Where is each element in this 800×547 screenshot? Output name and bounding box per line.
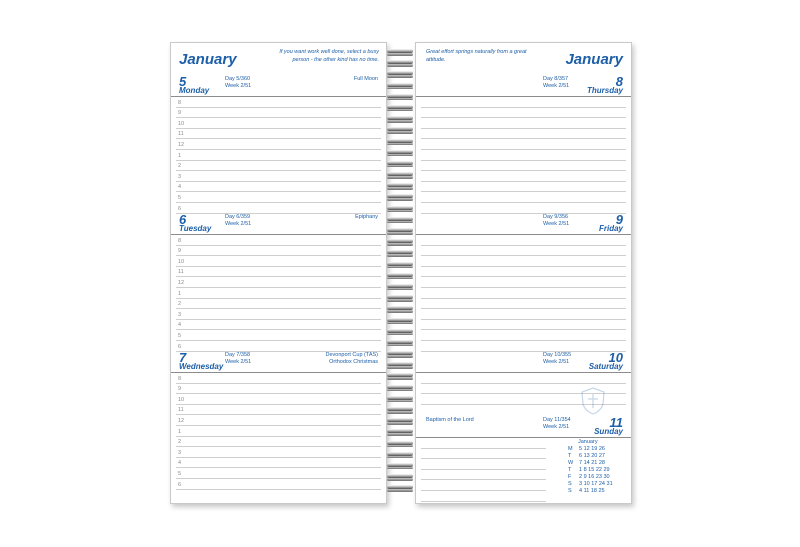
mini-calendar	[568, 439, 613, 495]
writing-line[interactable]	[421, 320, 626, 331]
writing-line[interactable]	[421, 309, 626, 320]
writing-line[interactable]	[421, 299, 626, 310]
day-count: Day 7/358	[225, 352, 251, 358]
date-numbers: 3 10 17 24 31	[579, 481, 613, 487]
hour-slot[interactable]	[176, 373, 381, 384]
spiral-coil	[387, 103, 413, 114]
day-event	[355, 214, 378, 221]
hour-slot[interactable]	[176, 267, 381, 278]
hour-label: 12	[178, 141, 185, 148]
writing-line[interactable]	[421, 235, 626, 246]
writing-line[interactable]	[421, 161, 626, 172]
spiral-binding	[387, 47, 413, 495]
writing-line[interactable]	[421, 192, 626, 203]
day-event	[354, 76, 378, 83]
hour-slot[interactable]	[176, 129, 381, 140]
hour-slot[interactable]	[176, 320, 381, 331]
writing-line[interactable]	[421, 449, 546, 460]
spiral-coil	[387, 92, 413, 103]
hour-slot[interactable]	[176, 415, 381, 426]
day-number: 5	[179, 74, 187, 89]
week-count: Week 2/51	[225, 83, 252, 89]
day-name: Sunday	[594, 427, 623, 436]
mini-calendar-row	[568, 460, 613, 467]
writing-line[interactable]	[421, 491, 546, 502]
hour-label: 2	[178, 163, 182, 170]
day-number: 11	[609, 415, 623, 430]
day-name: Thursday	[586, 86, 623, 95]
spiral-coil	[387, 69, 413, 80]
day-block-monday	[171, 74, 386, 214]
spiral-coil	[387, 137, 413, 148]
hour-label: 4	[178, 322, 182, 329]
day-info	[225, 76, 251, 90]
date-numbers: 6 13 20 27	[579, 453, 605, 459]
spiral-coil	[387, 461, 413, 472]
mini-calendar-row	[568, 446, 613, 453]
hour-label: 8	[178, 375, 182, 382]
hour-slot[interactable]	[176, 479, 381, 490]
hour-slot[interactable]	[176, 426, 381, 437]
day-info	[543, 214, 569, 228]
day-block-wednesday	[171, 350, 386, 490]
spiral-coil	[387, 472, 413, 483]
spiral-coil	[387, 316, 413, 327]
weekday-letter: W	[568, 460, 574, 466]
date-numbers: 2 9 16 23 30	[579, 474, 610, 480]
hour-slot[interactable]	[176, 171, 381, 182]
hour-slot[interactable]	[176, 139, 381, 150]
hour-slot[interactable]	[176, 182, 381, 193]
week-count: Week 2/51	[225, 359, 252, 365]
hour-label: 6	[178, 343, 182, 350]
spiral-coil	[387, 237, 413, 248]
hour-label: 1	[178, 428, 182, 435]
hour-label: 11	[178, 407, 184, 414]
left-page	[170, 42, 387, 504]
event-text: Epiphany	[355, 214, 378, 220]
hour-slot[interactable]	[176, 108, 381, 119]
day-info	[225, 352, 251, 366]
spiral-coil	[387, 271, 413, 282]
day-count: Day 10/355	[543, 352, 572, 358]
day-event	[326, 352, 378, 366]
hour-label: 2	[178, 301, 182, 308]
hour-label: 12	[178, 417, 185, 424]
hour-label: 10	[178, 258, 185, 265]
hour-label: 10	[178, 396, 185, 403]
writing-line[interactable]	[421, 288, 626, 299]
writing-line[interactable]	[421, 480, 546, 491]
spiral-coil	[387, 394, 413, 405]
spiral-coil	[387, 427, 413, 438]
spiral-coil	[387, 293, 413, 304]
spiral-coil	[387, 416, 413, 427]
weekday-letter: M	[568, 446, 573, 452]
spiral-coil	[387, 360, 413, 371]
day-name: Monday	[179, 86, 210, 95]
day-count: Day 9/356	[543, 214, 569, 220]
hour-slot[interactable]	[176, 192, 381, 203]
hour-label: 10	[178, 120, 185, 127]
spiral-coil	[387, 192, 413, 203]
hour-label: 4	[178, 460, 182, 467]
day-name: Saturday	[588, 362, 623, 371]
spiral-coil	[387, 282, 413, 293]
hour-slot[interactable]	[176, 394, 381, 405]
writing-line[interactable]	[421, 97, 626, 108]
hour-slot[interactable]	[176, 118, 381, 129]
spiral-coil	[387, 338, 413, 349]
day-event: Baptism of the Lord	[426, 417, 474, 423]
hour-slot[interactable]	[176, 161, 381, 172]
day-number: 8	[615, 74, 623, 89]
quote: Great effort springs naturally from a great attitude.	[426, 49, 527, 63]
writing-line[interactable]	[421, 118, 626, 129]
hour-slot[interactable]	[176, 447, 381, 458]
date-numbers: 7 14 21 28	[579, 460, 605, 466]
right-page	[415, 42, 632, 504]
date-numbers: 5 12 19 26	[579, 446, 605, 452]
spiral-coil	[387, 159, 413, 170]
day-info	[543, 76, 569, 90]
day-block-tuesday	[171, 212, 386, 352]
spiral-coil	[387, 371, 413, 382]
weekday-letter: F	[568, 474, 572, 480]
shield-logo-watermark	[579, 386, 607, 416]
spiral-coil	[387, 349, 413, 360]
writing-line[interactable]	[421, 267, 626, 278]
month-title: January	[565, 51, 623, 68]
event-text: Orthodox Christmas	[329, 359, 378, 365]
spiral-coil	[387, 58, 413, 69]
writing-line[interactable]	[421, 459, 546, 470]
spiral-coil	[387, 148, 413, 159]
writing-line[interactable]	[421, 246, 626, 257]
day-count: Day 8/357	[543, 76, 569, 82]
month-title: January	[179, 51, 237, 68]
hour-label: 5	[178, 194, 182, 201]
spiral-coil	[387, 248, 413, 259]
hour-label: 8	[178, 99, 182, 106]
spiral-coil	[387, 204, 413, 215]
writing-line[interactable]	[421, 256, 626, 267]
spiral-coil	[387, 215, 413, 226]
hour-slot[interactable]	[176, 330, 381, 341]
mini-calendar-row	[568, 453, 613, 460]
hour-slot[interactable]	[176, 235, 381, 246]
date-numbers: 1 8 15 22 29	[579, 467, 610, 473]
spiral-coil	[387, 483, 413, 494]
day-number: 7	[179, 350, 187, 365]
weekday-letter: T	[568, 453, 572, 459]
hour-slot[interactable]	[176, 288, 381, 299]
day-count: Day 11/354	[543, 417, 571, 423]
hour-label: 11	[178, 269, 184, 276]
writing-line[interactable]	[421, 277, 626, 288]
day-block-thursday	[416, 74, 631, 214]
mini-calendar-title: January	[578, 439, 598, 445]
day-block-friday	[416, 212, 631, 352]
hour-label: 6	[178, 481, 182, 488]
hour-label: 3	[178, 311, 182, 318]
spiral-coil	[387, 450, 413, 461]
spiral-coil	[387, 81, 413, 92]
weekday-letter: S	[568, 488, 572, 494]
day-name: Wednesday	[179, 362, 224, 371]
day-name: Friday	[598, 224, 623, 233]
hour-label: 11	[178, 131, 184, 138]
day-name: Tuesday	[179, 224, 212, 233]
hour-slot[interactable]	[176, 384, 381, 395]
spiral-coil	[387, 226, 413, 237]
mini-calendar-row	[568, 481, 613, 488]
writing-line[interactable]	[421, 373, 626, 384]
hour-slot[interactable]	[176, 309, 381, 320]
day-info	[543, 352, 571, 366]
hour-label: 5	[178, 332, 182, 339]
quote: If you want work well done, select a busy person - the other kind has no time.	[279, 49, 379, 63]
hour-label: 1	[178, 290, 182, 297]
hour-slot[interactable]	[176, 437, 381, 448]
week-count: Week 2/51	[543, 83, 570, 89]
day-number: 9	[615, 212, 623, 227]
mini-calendar-row	[568, 467, 613, 474]
spiral-coil	[387, 181, 413, 192]
writing-line[interactable]	[421, 438, 546, 449]
writing-line[interactable]	[421, 470, 546, 481]
hour-slot[interactable]	[176, 150, 381, 161]
mini-calendar-row	[568, 474, 613, 481]
writing-line[interactable]	[421, 182, 626, 193]
day-count: Day 6/359	[225, 214, 251, 220]
spiral-coil	[387, 125, 413, 136]
week-count: Week 2/51	[543, 221, 570, 227]
writing-line[interactable]	[421, 129, 626, 140]
hour-label: 8	[178, 237, 182, 244]
mini-calendar-row	[568, 488, 613, 495]
writing-line[interactable]	[421, 171, 626, 182]
hour-slot[interactable]	[176, 299, 381, 310]
hour-label: 9	[178, 248, 182, 255]
hour-label: 1	[178, 152, 182, 159]
hour-slot[interactable]	[176, 468, 381, 479]
spiral-coil	[387, 439, 413, 450]
day-info	[225, 214, 251, 228]
writing-line[interactable]	[421, 330, 626, 341]
day-info	[543, 417, 571, 431]
day-number: 6	[179, 212, 187, 227]
hour-label: 3	[178, 173, 182, 180]
spiral-coil	[387, 405, 413, 416]
writing-line[interactable]	[421, 108, 626, 119]
hour-label: 9	[178, 110, 182, 117]
weekday-letter: T	[568, 467, 572, 473]
writing-line[interactable]	[421, 150, 626, 161]
spiral-coil	[387, 327, 413, 338]
date-numbers: 4 11 18 25	[579, 488, 605, 494]
day-number: 10	[608, 350, 623, 365]
weekday-letter: S	[568, 481, 572, 487]
hour-label: 3	[178, 449, 182, 456]
hour-label: 6	[178, 205, 182, 212]
hour-label: 9	[178, 386, 182, 393]
writing-line[interactable]	[421, 139, 626, 150]
hour-label: 12	[178, 279, 185, 286]
day-count: Day 5/360	[225, 76, 251, 82]
hour-slot[interactable]	[176, 246, 381, 257]
hour-label: 2	[178, 439, 182, 446]
hour-slot[interactable]	[176, 405, 381, 416]
hour-slot[interactable]	[176, 458, 381, 469]
hour-slot[interactable]	[176, 256, 381, 267]
spiral-coil	[387, 383, 413, 394]
spiral-coil	[387, 47, 413, 58]
hour-label: 4	[178, 184, 182, 191]
event-text: Full Moon	[353, 76, 378, 82]
spiral-coil	[387, 304, 413, 315]
event-text: Devonport Cup (TAS)	[325, 352, 378, 358]
spiral-coil	[387, 260, 413, 271]
week-count: Week 2/51	[225, 221, 252, 227]
week-count: Week 2/51	[543, 424, 570, 430]
hour-label: 5	[178, 470, 182, 477]
week-count: Week 2/51	[543, 359, 570, 365]
hour-slot[interactable]	[176, 277, 381, 288]
spiral-coil	[387, 170, 413, 181]
hour-slot[interactable]	[176, 97, 381, 108]
spiral-coil	[387, 114, 413, 125]
